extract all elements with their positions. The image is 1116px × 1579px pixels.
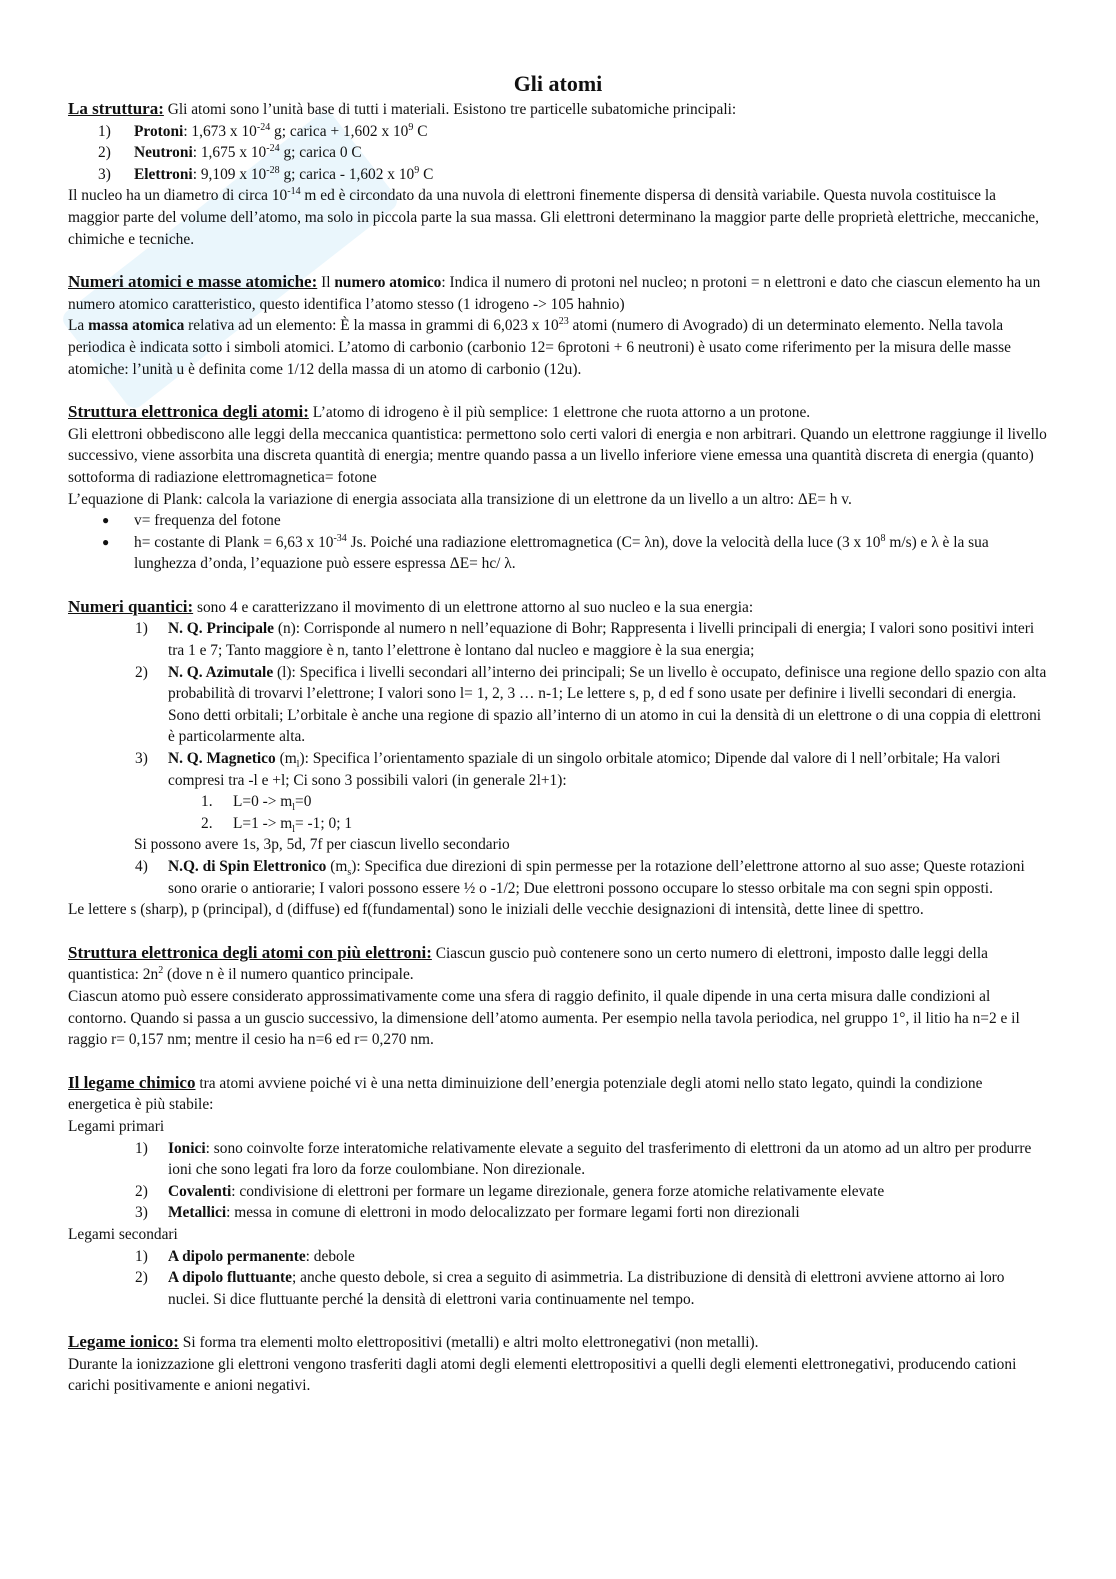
list-item: 2) Neutroni: 1,675 x $10^{-24}$ g; carica 0 C <box>98 143 362 162</box>
bullet-list <box>68 510 1048 575</box>
list-item: 3) Elettroni: 9,109 x $10^{-28}$ g; carica - 1,602 x $10^9$ C <box>98 164 434 183</box>
primary-bonds-label: Legami primari <box>68 1117 165 1135</box>
section-heading: Struttura elettronica degli atomi con più elettroni: <box>68 942 432 962</box>
magnetic-values-list <box>68 791 1048 834</box>
paragraph: Durante la ionizzazione gli elettroni vengono trasferiti dagli atomi degli elementi elettropositivi a quelli degli elementi elettronegativi, producendo cationi carichi positivamente e anioni negativi. <box>68 1355 1017 1395</box>
page-title: Gli atomi <box>513 71 603 96</box>
list-item: 2) N. Q. Azimutale (l): Specifica i livelli secondari all’interno dei principali; Se un livello è occupato, definisce una regione dello spazio con alta probabilità di trovarvi l’elettrone; I valori sono l= 1, 2, 3 … n-1; Le lettere s, p, d ed f sono usate per definire i livelli secondari di energia. Sono detti orbitali; L’orbitale è anche una regione di spazio all’interno di un atomo in cui la densità di un elettrone o di una coppia di elettroni è particolarmente alta. <box>135 663 1047 746</box>
particles-list <box>68 121 1048 186</box>
secondary-bonds-list <box>68 1246 1048 1311</box>
list-item: 2) Covalenti: condivisione di elettroni per formare un legame direzionale, genera forze atomiche relativamente elevate <box>135 1182 885 1200</box>
paragraph: Gli elettroni obbediscono alle leggi della meccanica quantistica: permettono solo certi valori di energia e non arbitrari. Quando un elettrone raggiunge il livello successivo, viene assorbita una discreta quantità di energia; mentre quando passa a un livello inferiore viene emessa una quantità discreta di energia (quanto) sottoforma di radiazione elettromagnetica= fotone <box>68 425 1047 486</box>
list-item: 3) Metallici: messa in comune di elettroni in modo delocalizzato per formare legami forti non direzionali <box>135 1204 800 1222</box>
document-page <box>68 70 1048 1397</box>
section-legame-chimico: Il legame chimico tra atomi avviene poiché vi è una netta diminuizione dell’energia potenziale degli atomi nello stato legato, quindi la condizione energetica è più stabile: <box>68 1072 983 1114</box>
section-struttura: La struttura: Gli atomi sono l’unità base di tutti i materiali. Esistono tre particelle subatomiche principali: <box>68 99 737 118</box>
section-heading: Numeri atomici e masse atomiche: <box>68 272 318 292</box>
list-item: 1) Ionici: sono coinvolte forze interatomiche relativamente elevate a seguito del trasferimento di elettroni da un atomo ad un altro per produrre ioni che sono legati fra loro da forze coulombiane. Non direzionale. <box>135 1139 1032 1179</box>
section-numeri-atomici: Numeri atomici e masse atomiche: Il numero atomico: Indica il numero di protoni nel nucleo; n protoni = n elettroni e dato che ciascun elemento ha un numero atomico caratteristico, questo identifica l’atomo stesso (1 idrogeno -> 105 hahnio) <box>68 272 1041 313</box>
list-item: 1. $L=0 -> m_l=0$ <box>201 793 312 814</box>
paragraph: Il nucleo ha un diametro di circa $10^{-14}$ m ed è circondato da una nuvola di elettroni finemente dispersa di densità variabile. Questa nuvola costituisce la maggior parte del volume dell’atomo, ma solo in piccola parte la sua massa. Gli elettroni determinano la maggior parte delle proprietà elettriche, meccaniche, chimiche e tecniche. <box>68 186 1039 248</box>
section-heading: Legame ionico: <box>68 1332 179 1352</box>
list-item: 1) N. Q. Principale (n): Corrisponde al numero n nell’equazione di Bohr; Rappresenta i livelli principali di energia; I valori sono positivi interi tra 1 e 7; Tanto maggiore è n, tanto l’elettrone è lontano dal nucleo e maggiore è la sua energia; <box>135 620 1035 660</box>
section-legame-ionico: Legame ionico: Si forma tra elementi molto elettropositivi (metalli) e altri molto elettronegativi (non metalli). <box>68 1332 759 1352</box>
section-struttura-elettronica: Struttura elettronica degli atomi: L’atomo di idrogeno è il più semplice: 1 elettrone che ruota attorno a un protone. <box>68 402 811 422</box>
secondary-bonds-label: Legami secondari <box>68 1225 178 1243</box>
paragraph: Ciascun atomo può essere considerato approssimativamente come una sfera di raggio definito, il quale dipende in una certa misura dalle condizioni al contorno. Quando si passa a un guscio successivo, la dimensione dell’atomo aumenta. Per esempio nella tavola periodica, nel gruppo 1°, il litio ha n=2 e il raggio r= 0,157 nm; mentre il cesio ha n=6 ed r= 0,270 nm. <box>68 987 1020 1049</box>
primary-bonds-list <box>68 1138 1048 1224</box>
bullet-icon: ● <box>102 534 110 549</box>
bullet-icon: ● <box>102 513 110 528</box>
quantum-numbers-list-cont <box>68 856 1048 899</box>
list-item: 2) A dipolo fluttuante; anche questo debole, si crea a seguito di asimmetria. La distribuzione di densità di elettroni avviene attorno ai loro nuclei. Si dice fluttuante perché la densità di elettroni varia continuamente nel tempo. <box>135 1269 1005 1308</box>
list-item: 1) Protoni: 1,673 x $10^{-24}$ g; carica + 1,602 x $10^9$ C <box>98 121 428 140</box>
list-item: ● h= costante di Plank = 6,63 x $10^{-34}$ Js. Poiché una radiazione elettromagnetica (C= λn), dove la velocità della luce (3 x $10^8$ m/s) e λ è la sua lunghezza d’onda, l’equazione può essere espressa ΔE= hc/ λ. <box>102 532 989 573</box>
list-item: 4) N.Q. di Spin Elettronico $(m_s)$: Specifica due direzioni di spin permesse per la rotazione dell’elettrone attorno al suo asse; Queste rotazioni sono orarie o antiorarie; I valori possono essere ½ o -1/2; Due elettroni possono occupare lo stesso orbitale ma con segni spin opposti. <box>135 858 1025 897</box>
list-item: 1) A dipolo permanente: debole <box>135 1247 355 1265</box>
section-heading: Struttura elettronica degli atomi: <box>68 402 309 422</box>
paragraph: Si possono avere 1s, 3p, 5d, 7f per ciascun livello secondario <box>134 836 510 854</box>
section-numeri-quantici: Numeri quantici: sono 4 e caratterizzano il movimento di un elettrone attorno al suo nucleo e la sua energia: <box>68 596 754 616</box>
section-piu-elettroni: Struttura elettronica degli atomi con più elettroni: Ciascun guscio può contenere sono un certo numero di elettroni, imposto dalle leggi della quantistica: $2n^2$ (dove n è il numero quantico principale. <box>68 942 988 984</box>
section-heading: La struttura: <box>68 99 164 118</box>
quantum-numbers-list <box>68 618 1048 791</box>
paragraph: Le lettere s (sharp), p (principal), d (diffuse) ed f(fundamental) sono le iniziali delle vecchie designazioni di intensità, dette linee di spettro. <box>68 901 924 919</box>
list-item: 2. $L=1 -> m_l= -1$; 0; 1 <box>201 814 353 835</box>
list-item: 3) N. Q. Magnetico $(m_l)$: Specifica l’orientamento spaziale di un singolo orbitale atomico; Dipende dal valore di l nell’orbitale; Ha valori compresi tra -l e +l; Ci sono 3 possibili valori (in generale 2l+1): <box>135 750 1001 789</box>
section-heading: Numeri quantici: <box>68 596 194 616</box>
paragraph: L’equazione di Plank: calcola la variazione di energia associata alla transizione di un elettrone da un livello a un altro: ΔE= h v. <box>68 490 852 508</box>
list-item: ● v= frequenza del fotone <box>68 510 1048 532</box>
section-heading: Il legame chimico <box>68 1072 196 1092</box>
paragraph: La massa atomica relativa ad un elemento: È la massa in grammi di 6,023 x $10^{23}$ atomi (numero di Avogrado) di un determinato elemento. Nella tavola periodica è indicata sotto i simboli atomici. L’atomo di carbonio (carbonio 12= 6protoni + 6 neutroni) è usato come riferimento per la misura delle masse atomiche: l’unità u è definita come 1/12 della massa di un atomo di carbonio (12u). <box>68 316 1011 378</box>
